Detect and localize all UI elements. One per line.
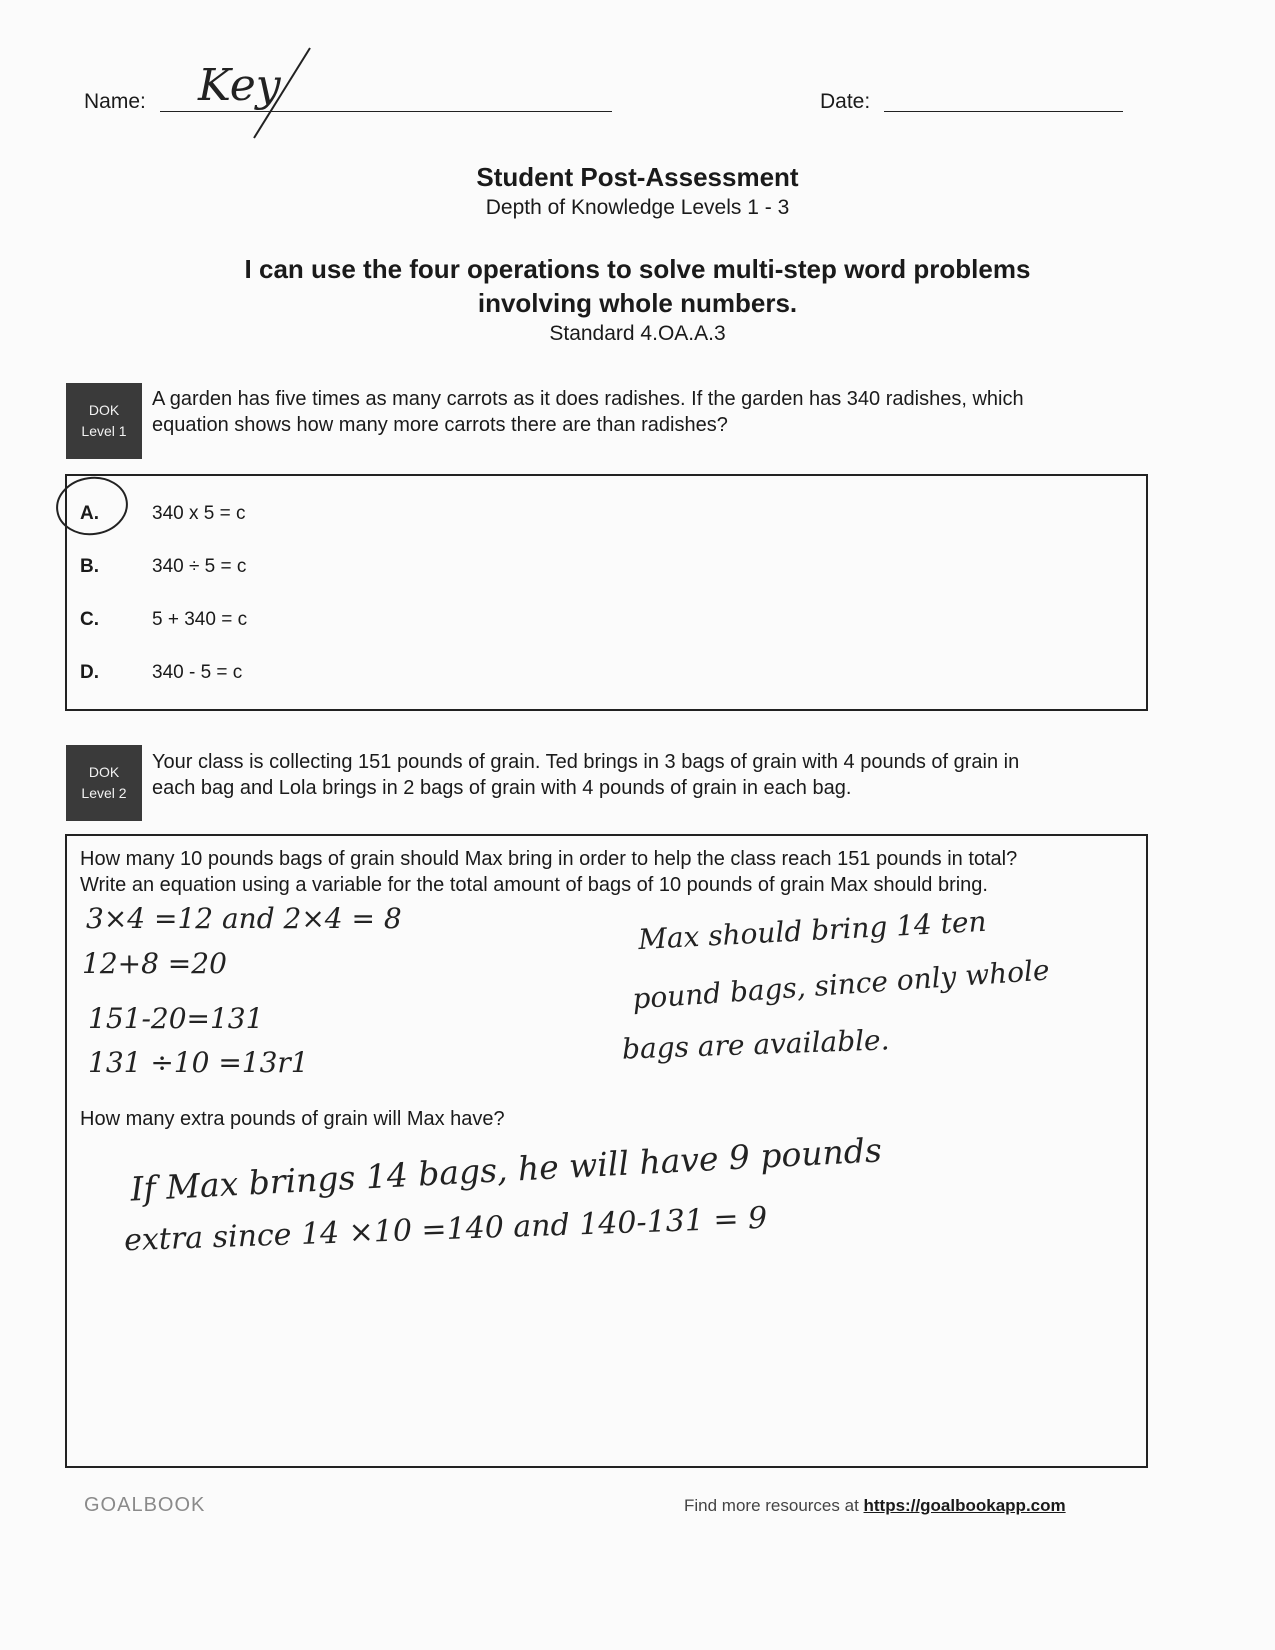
dok-badge-level: Level 1 bbox=[81, 423, 127, 439]
footer-link[interactable]: https://goalbookapp.com bbox=[863, 1496, 1066, 1515]
q2-prompt-line-2: Write an equation using a variable for the total amount of bags of 10 pounds of grain Max should bring. bbox=[80, 874, 988, 896]
choice-a-letter[interactable]: A. bbox=[80, 503, 99, 524]
name-line bbox=[160, 111, 612, 112]
footer-resources bbox=[684, 1496, 1066, 1516]
answer2-line-1: If Max brings 14 bags, he will have 9 pounds bbox=[129, 1130, 883, 1209]
dok-badge-title: DOK bbox=[88, 764, 120, 780]
choice-b-equation: 340 ÷ 5 = c bbox=[152, 556, 247, 577]
date-label: Date: bbox=[820, 90, 871, 113]
answer-circle bbox=[48, 462, 138, 542]
name-signature: Key bbox=[198, 60, 281, 111]
dok-badge-title: DOK bbox=[88, 402, 120, 418]
choice-c-letter[interactable]: C. bbox=[80, 609, 99, 630]
choice-a-equation: 340 x 5 = c bbox=[152, 503, 246, 524]
page-title: Student Post-Assessment bbox=[476, 162, 799, 192]
q2-prompt-line-1: How many 10 pounds bags of grain should Max bring in order to help the class reach 151 pounds in total? bbox=[80, 848, 1018, 870]
q2-text-line-1: Your class is collecting 151 pounds of grain. Ted brings in 3 bags of grain with 4 pounds of grain in bbox=[152, 751, 1020, 773]
work-line-3: 151-20=131 bbox=[88, 1002, 264, 1035]
answer2-line-2: extra since 14 ×10 =140 and 140-131 = 9 bbox=[123, 1200, 768, 1259]
work-line-2: 12+8 =20 bbox=[82, 947, 227, 980]
goal-line-2: involving whole numbers. bbox=[477, 288, 798, 318]
name-label: Name: bbox=[84, 90, 146, 113]
standard-label: Standard 4.OA.A.3 bbox=[549, 322, 726, 345]
q1-text-line-2: equation shows how many more carrots there are than radishes? bbox=[152, 414, 728, 436]
q2-prompt-2: How many extra pounds of grain will Max have? bbox=[80, 1108, 505, 1130]
footer-text: Find more resources at bbox=[684, 1496, 864, 1515]
signature-stroke bbox=[240, 40, 320, 140]
answer-line-1: Max should bring 14 ten bbox=[637, 904, 988, 957]
choice-d-letter[interactable]: D. bbox=[80, 662, 99, 683]
page-subtitle: Depth of Knowledge Levels 1 - 3 bbox=[485, 196, 790, 219]
choice-d-equation: 340 - 5 = c bbox=[152, 662, 243, 683]
goal-line-1: I can use the four operations to solve multi-step word problems bbox=[244, 254, 1031, 284]
work-line-4: 131 ÷10 =13r1 bbox=[88, 1046, 309, 1079]
q1-text-line-1: A garden has five times as many carrots as it does radishes. If the garden has 340 radishes, which bbox=[152, 388, 1024, 410]
dok-badge-level-2 bbox=[66, 745, 142, 821]
goalbook-logo: GOALBOOK bbox=[84, 1494, 206, 1516]
dok-badge-level-1 bbox=[66, 383, 142, 459]
work-line-1: 3×4 =12 and 2×4 = 8 bbox=[86, 902, 402, 935]
answer-line-3: bags are available. bbox=[621, 1023, 891, 1066]
choice-c-equation: 5 + 340 = c bbox=[152, 609, 248, 630]
q2-text-line-2: each bag and Lola brings in 2 bags of grain with 4 pounds of grain in each bag. bbox=[152, 777, 852, 799]
date-line bbox=[884, 111, 1123, 112]
answer-line-2: pound bags, since only whole bbox=[631, 953, 1051, 1016]
choice-b-letter[interactable]: B. bbox=[80, 556, 99, 577]
dok-badge-level: Level 2 bbox=[81, 785, 127, 801]
